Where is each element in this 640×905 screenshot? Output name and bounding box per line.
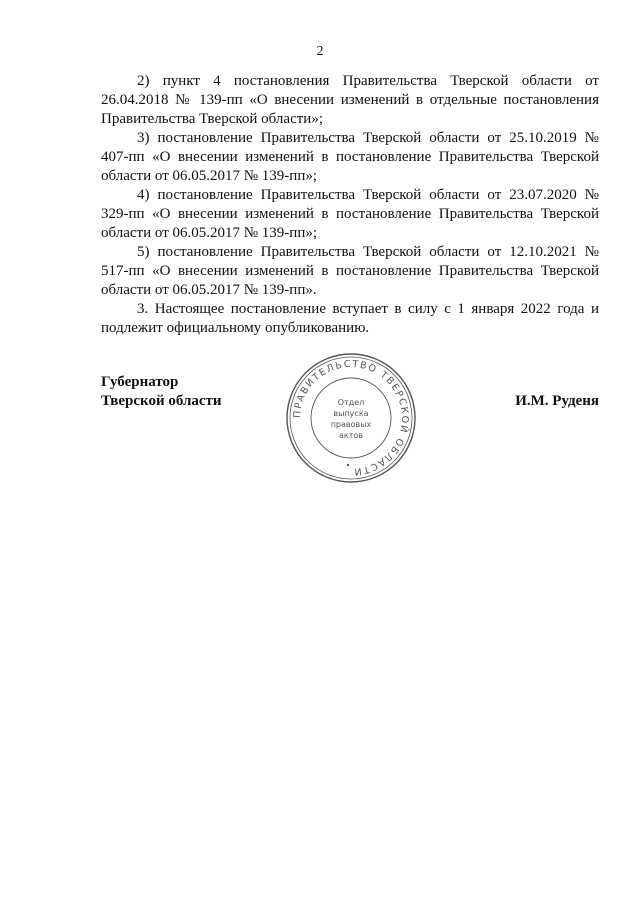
seal-ring-text: ПРАВИТЕЛЬСТВО ТВЕРСКОЙ ОБЛАСТИ — [291, 358, 411, 478]
list-item-3: 3) постановление Правительства Тверской области от 25.10.2019 № 407-пп «О внесении изменений в постановление Правительства Тверской области от 06.05.2017 № 139-пп»; — [101, 130, 599, 184]
list-item-2: 2) пункт 4 постановления Правительства Тверской области от 26.04.2018 № 139-пп «О внесении изменений в отдельные постановления Правительства Тверской области»; — [101, 73, 599, 127]
seal-center-line1: Отдел — [337, 398, 365, 407]
seal-center-line3: правовых — [330, 420, 372, 429]
effective-date-clause: 3. Настоящее постановление вступает в силу с 1 января 2022 года и подлежит официальному опубликованию. — [101, 301, 599, 336]
signatory-position-line1: Губернатор — [101, 374, 179, 390]
page-number: 2 — [316, 44, 324, 59]
document-body — [101, 72, 599, 338]
signatory-position — [101, 373, 222, 411]
seal-dot — [347, 464, 349, 466]
list-item-5: 5) постановление Правительства Тверской области от 12.10.2021 № 517-пп «О внесении изменений в постановление Правительства Тверской области от 06.05.2017 № 139-пп». — [101, 244, 599, 298]
signatory-position-line2: Тверской области — [101, 393, 222, 409]
seal-center-line2: выпуска — [333, 409, 369, 418]
official-seal — [285, 352, 417, 484]
list-item-4: 4) постановление Правительства Тверской области от 23.07.2020 № 329-пп «О внесении изменений в постановление Правительства Тверской области от 06.05.2017 № 139-пп»; — [101, 187, 599, 241]
seal-center-line4: актов — [338, 431, 364, 440]
signatory-name: И.М. Руденя — [515, 393, 599, 409]
